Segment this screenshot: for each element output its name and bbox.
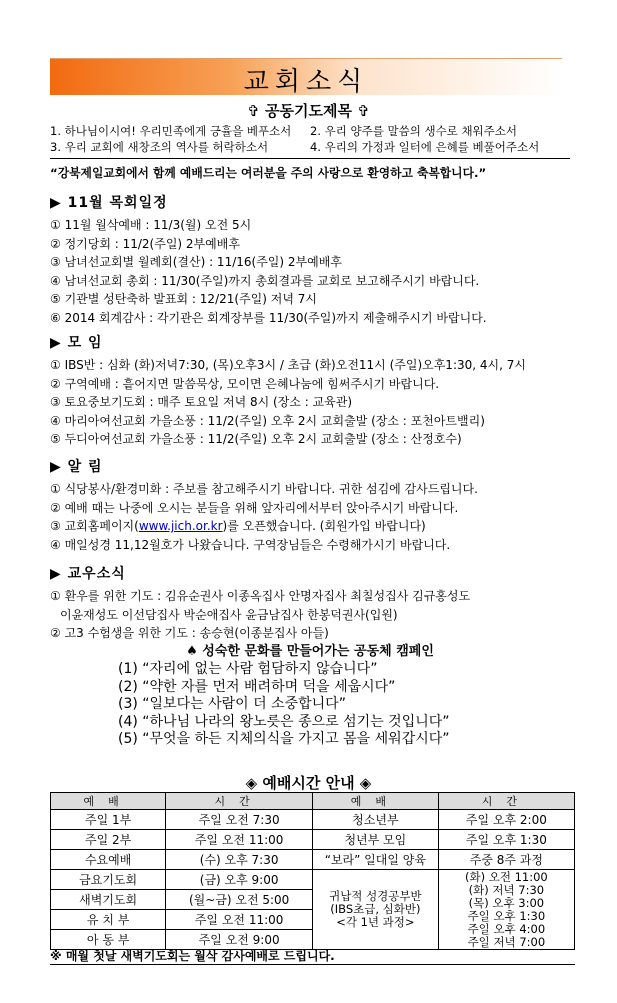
news-banner — [50, 58, 562, 95]
section-heading: ▶ 알 림 — [50, 459, 103, 475]
list-item: ③ 토요중보기도회 : 매주 토요일 저녁 8시 (장소 : 교육관) — [50, 395, 353, 409]
cell: (금) 오후 9:00 — [166, 870, 313, 890]
prayer-title: ✞ 공동기도제목 ✞ — [247, 102, 370, 120]
campaign-box — [100, 640, 520, 749]
ibs-label: (IBS초급, 심화반) — [330, 902, 421, 916]
cell: 주일 1부 — [51, 810, 166, 830]
ibs-time: 주일 오후 1:30 — [467, 908, 546, 923]
list-item: ① IBS반 : 심화 (화)저녁7:30, (목)오후3시 / 초급 (화)오전11시 (주일)오후1:30, 4시, 7시 — [50, 358, 526, 372]
list-item: ④ 남녀선교회 총회 : 11/30(주일)까지 총회결과를 교회로 보고해주시기 바랍니다. — [50, 273, 480, 288]
cell: 주일 오전 11:00 — [166, 830, 313, 850]
section-heading: ▶ 모 임 — [50, 335, 103, 351]
campaign-line: (1) “자리에 없는 사람 험담하지 않습니다” — [118, 661, 378, 677]
ibs-label: <각 1년 과정> — [336, 915, 415, 929]
worship-table — [50, 792, 575, 950]
cell: 아 동 부 — [51, 930, 166, 950]
cell: 주일 오후 1:30 — [438, 830, 574, 850]
cell: 주일 2부 — [51, 830, 166, 850]
prayer-item: 1. 하나님이시여! 우리민족에게 긍휼을 베푸소서 — [50, 124, 292, 138]
list-item: ⑥ 2014 회계감사 : 각기관은 회계장부를 11/30(주일)까지 제출해주시기 바랍니다. — [50, 310, 487, 325]
cell: 주중 8주 과정 — [438, 850, 574, 870]
cell: 주일 오후 2:00 — [438, 810, 574, 830]
list-item: ② 예배 때는 나중에 오시는 분들을 위해 앞자리에서부터 앉아주시기 바랍니다. — [50, 500, 459, 515]
section-meetings — [50, 332, 580, 449]
cell: “보라” 일대일 양육 — [312, 850, 438, 870]
list-item: ① 환우를 위한 기도 : 김유순권사 이종옥집사 안명자집사 최칠성집사 김규홍성도 — [50, 589, 471, 603]
welcome-message: “강북제일교회에서 함께 예배드리는 여러분을 주의 사랑으로 환영하고 축복합니다.” — [50, 166, 487, 180]
campaign-line: (3) “일보다는 사람이 더 소중합니다” — [118, 696, 346, 712]
cell: (월~금) 오전 5:00 — [166, 890, 313, 910]
cell: 주일 오전 11:00 — [166, 910, 313, 930]
homepage-text-after: )를 오픈했습니다. (회원가입 바랍니다) — [222, 519, 426, 533]
list-item: ⑤ 두디아여선교회 가을소풍 : 11/2(주일) 오후 2시 교회출발 (장소 : 산정호수) — [50, 432, 462, 446]
ibs-label: 귀납적 성경공부반 — [329, 889, 422, 903]
ibs-time: (화) 오전 11:00 — [464, 869, 548, 884]
ibs-times-cell — [438, 870, 574, 950]
cell: (수) 오후 7:30 — [166, 850, 313, 870]
list-item: ② 고3 수험생을 위한 기도 : 송승현(이종분집사 아들) — [50, 626, 329, 640]
header-worship: 예배 — [312, 793, 438, 810]
header-time: 시간 — [166, 793, 313, 810]
campaign-line: (4) “하나님 나라의 왕노릇은 종으로 섬기는 것입니다” — [118, 713, 450, 730]
divider — [50, 158, 570, 159]
prayer-item: 3. 우리 교회에 새창조의 역사를 허락하소서 — [50, 140, 269, 154]
list-item: ① 11월 월삭예배 : 11/3(월) 오전 5시 — [50, 218, 252, 232]
ibs-time: (목) 오후 3:00 — [468, 895, 545, 910]
prayer-item: 2. 우리 양주를 말씀의 생수로 채워주소서 — [310, 124, 517, 138]
ibs-time: (화) 저녁 7:30 — [468, 882, 545, 897]
cell: 유 치 부 — [51, 910, 166, 930]
list-item: ② 구역예배 : 흩어지면 말씀묵상, 모이면 은혜나눔에 힘써주시기 바랍니다. — [50, 376, 440, 391]
cell: 주일 오전 9:00 — [166, 930, 313, 950]
table-row — [51, 810, 575, 830]
campaign-line: (5) “무엇을 하든 지체의식을 가지고 몸을 세워갑시다” — [118, 731, 450, 747]
ibs-time: 주일 저녁 7:00 — [467, 934, 546, 949]
table-row — [51, 850, 575, 870]
ibs-label-cell — [312, 870, 438, 950]
list-item: ⑤ 기관별 성탄축하 발표회 : 12/21(주일) 저녁 7시 — [50, 292, 317, 306]
banner-title: 교회소식 — [243, 67, 369, 97]
list-item: ② 정기당회 : 11/2(주일) 2부예배후 — [50, 236, 240, 251]
list-item: ① 식당봉사/환경미화 : 주보를 참고해주시기 바랍니다. 귀한 섬김에 감사드립니다. — [50, 482, 478, 496]
homepage-link[interactable]: www.jich.or.kr — [138, 519, 223, 533]
cell: 청소년부 — [312, 810, 438, 830]
header-worship: 예배 — [51, 793, 166, 810]
ibs-time: 주일 오후 4:00 — [467, 921, 546, 936]
worship-title: ◈ 예배시간 안내 ◈ — [245, 774, 372, 792]
cell: 수요예배 — [51, 850, 166, 870]
list-item: ④ 마리아여선교회 가을소풍 : 11/2(주일) 오후 2시 교회출발 (장소 : 포천아트밸리) — [50, 413, 485, 428]
section-heading: ▶ 11월 목회일정 — [50, 195, 168, 211]
list-item: 이윤재성도 이선담집사 박순애집사 윤금남집사 한봉덕권사(입원) — [60, 607, 398, 622]
campaign-title: ♠ 성숙한 문화를 만들어가는 공동체 캠페인 — [186, 644, 434, 659]
section-notices — [50, 456, 580, 554]
section-november-schedule — [50, 192, 580, 327]
section-members — [50, 563, 580, 643]
section-heading: ▶ 교우소식 — [50, 566, 126, 582]
list-item: ③ 남녀선교회별 월례회(결산) : 11/16(주일) 2부예배후 — [50, 255, 342, 269]
cell: 금요기도회 — [51, 870, 166, 890]
table-row — [51, 870, 575, 890]
list-item: ④ 매일성경 11,12월호가 나왔습니다. 구역장님들은 수령해가시기 바랍니다. — [50, 537, 451, 552]
cell: 주일 오전 7:30 — [166, 810, 313, 830]
prayer-list — [50, 123, 570, 155]
cell: 청년부 모임 — [312, 830, 438, 850]
worship-note: ※ 매월 첫날 새벽기도회는 월삭 감사예배로 드립니다. — [50, 947, 575, 965]
cell: 새벽기도회 — [51, 890, 166, 910]
list-item-homepage — [50, 517, 580, 536]
campaign-line: (2) “약한 자를 먼저 배려하며 덕을 세웁시다” — [118, 678, 396, 695]
header-time: 시간 — [438, 793, 574, 810]
homepage-text-before: ③ 교회홈페이지( — [50, 519, 139, 533]
prayer-item: 4. 우리의 가정과 일터에 은혜를 베풀어주소서 — [310, 140, 540, 154]
table-row — [51, 830, 575, 850]
